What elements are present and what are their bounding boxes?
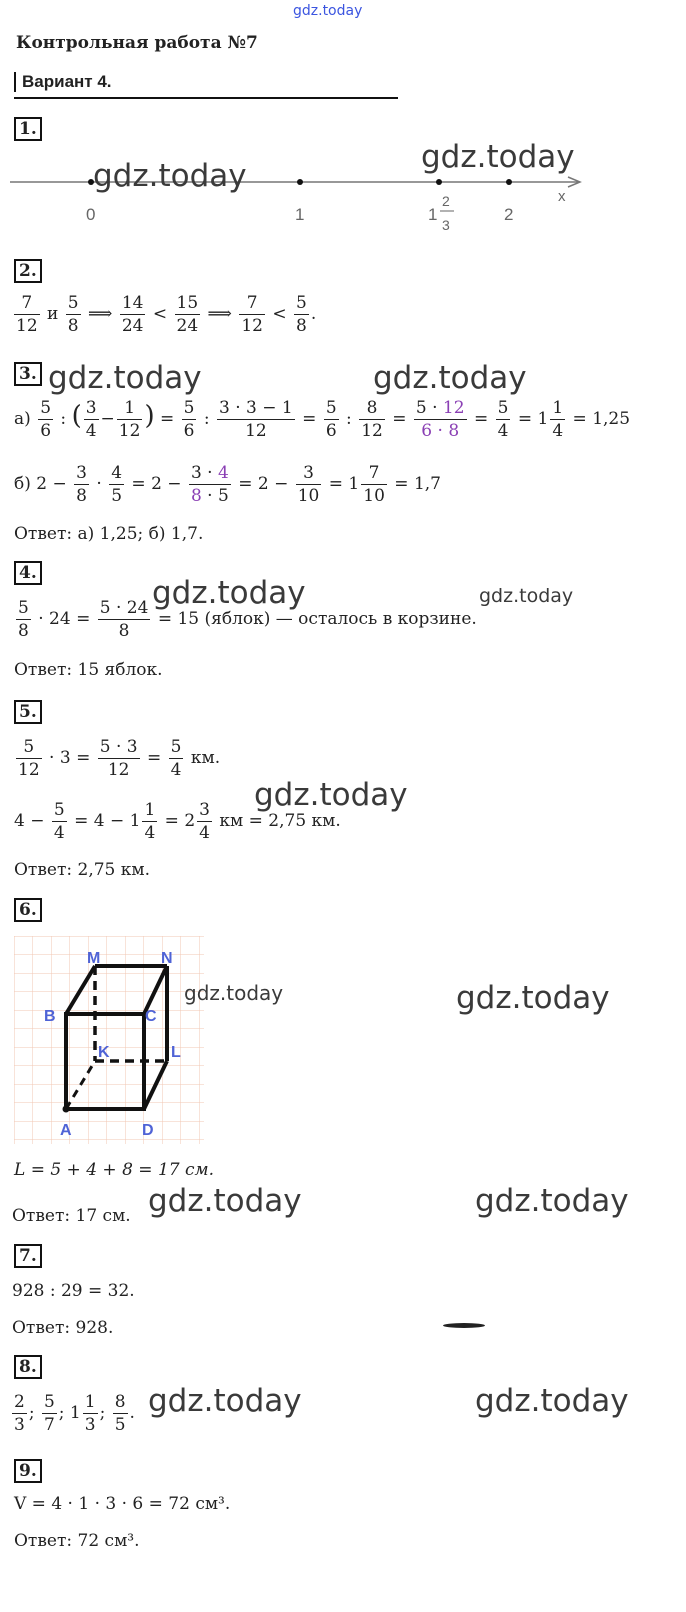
tick-frac-den: 3 [442,217,450,233]
variant-label: Вариант 4. [14,72,112,92]
vertex-label-l: L [171,1044,181,1061]
task6-answer: Ответ: 17 см. [12,1206,131,1226]
task7-line: 928 : 29 = 32. [12,1281,135,1301]
task-number-2: 2. [14,259,42,283]
ink-mark [443,1323,485,1328]
watermark: gdz.today [148,1183,302,1219]
watermark-top: gdz.today [293,3,363,19]
task3-part-b: б) 2 − $\frac{3}{8}$ · $\frac{4}{5}$ = 2 − $\frac{3 \cdot 4}{8 \cdot 5}$ = 2 − $\frac{3}{10}$ = 1 $\frac{7}{10}$ = 1,7 [14,463,441,506]
vertex-label-n: N [161,950,173,967]
task5-line2: 4 − $\frac{5}{4}$ = 4 − 1 $\frac{1}{4}$ = 2 $\frac{3}{4}$ км = 2,75 км. [14,800,341,843]
watermark: gdz.today [475,1383,629,1419]
task-number-1: 1. [14,117,42,141]
vertex-label-c: C [145,1008,157,1025]
vertex-label-k: K [98,1044,110,1061]
watermark: gdz.today [475,1183,629,1219]
task5-answer: Ответ: 2,75 км. [14,860,151,880]
task8-fractions: $\frac{2}{3}$ ; $\frac{5}{7}$ ; 1 $\frac{1}{3}$ ; $\frac{8}{5}$ . [14,1392,135,1435]
task7-answer: Ответ: 928. [12,1318,114,1338]
vertex-label-m: M [87,950,101,967]
watermark: gdz.today [148,1383,302,1419]
task2-expression: $\frac{7}{12}$ и $\frac{5}{8}$ ⟹ $\frac{14}{24}$ < $\frac{15}{24}$ ⟹ $\frac{7}{12}$ < $\frac{5}{8}$ . [16,293,317,336]
watermark: gdz.today [254,777,408,813]
variant-underline [14,97,398,99]
task-number-4: 4. [14,561,42,585]
page-title: Контрольная работа №7 [16,33,258,53]
task-number-9: 9. [14,1459,42,1483]
tick-label-1: 1 [295,205,305,224]
vertex-label-a: A [60,1122,72,1139]
task5-line1: $\frac{5}{12}$ · 3 = $\frac{5 \cdot 3}{12}$ = $\frac{5}{4}$ км. [18,737,221,780]
watermark: gdz.today [456,980,610,1016]
vertex-label-d: D [142,1122,154,1139]
tick-frac-num: 2 [442,193,450,209]
cube-on-grid [14,936,204,1144]
task-number-7: 7. [14,1244,42,1268]
watermark: gdz.today [421,139,575,175]
tick-label-0: 0 [86,205,96,224]
vertex-label-b: B [44,1008,56,1025]
task-number-5: 5. [14,700,42,724]
task4-answer: Ответ: 15 яблок. [14,660,163,680]
task9-line: V = 4 · 1 · 3 · 6 = 72 см³. [14,1494,231,1514]
axis-label-x: x [558,188,566,205]
task3-answer: Ответ: а) 1,25; б) 1,7. [14,524,204,544]
task6-formula: L = 5 + 4 + 8 = 17 см. [14,1160,214,1180]
watermark: gdz.today [479,585,574,607]
task-number-3: 3. [14,362,42,386]
task-number-8: 8. [14,1355,42,1379]
watermark: gdz.today [373,360,527,396]
task-number-6: 6. [14,898,42,922]
task9-answer: Ответ: 72 см³. [14,1531,140,1551]
tick-label-2: 2 [504,205,514,224]
watermark: gdz.today [93,158,247,194]
tick-label-mixed-whole: 1 [428,205,438,224]
watermark: gdz.today [152,575,306,611]
watermark: gdz.today [48,360,202,396]
watermark: gdz.today [184,981,284,1005]
task4-expression: $\frac{5}{8}$ · 24 = $\frac{5 \cdot 24}{8}$ = 15 (яблок) — осталось в корзине. [18,598,477,641]
task3-part-a: а) $\frac{5}{6}$ : ( $\frac{3}{4}$ − $\frac{1}{12}$ ) = $\frac{5}{6}$ : $\frac{3 \cdot 3 - 1}{12}$ = $\frac{5}{6}$ : $\frac{8}{12}$ = $\frac{5 \cdot 12}{6 \cdot 8}$ = $\frac{5}{4}$ = 1 $\frac{1}{4}$ = 1,25 [14,398,631,441]
